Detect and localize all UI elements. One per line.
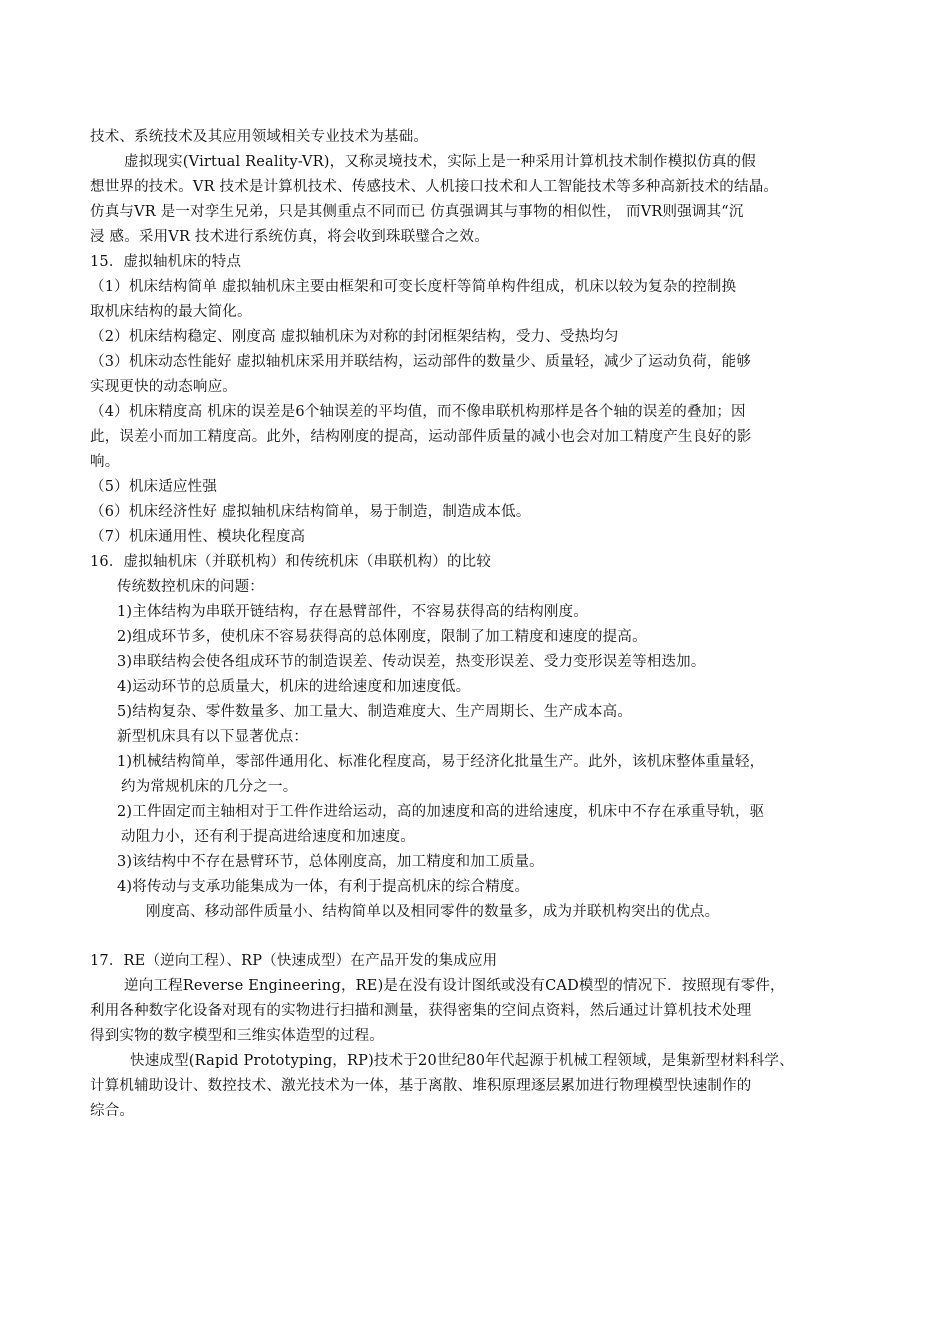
text-line: 利用各种数字化设备对现有的实物进行扫描和测量，获得密集的空间点资料，然后通过计算机技术处理 xyxy=(90,1003,752,1019)
text-line: 想世界的技术。VR 技术是计算机技术、传感技术、人机接口技术和人工智能技术等多种高新技术的结晶。 xyxy=(90,179,779,195)
list-item: 动阻力小，还有利于提高进给速度和加速度。 xyxy=(121,829,415,845)
text-line: （2）机床结构稳定、刚度高 虚拟轴机床为对称的封闭框架结构，受力、受热均匀 xyxy=(90,329,619,345)
section-heading: 16．虚拟轴机床（并联机构）和传统机床（串联机构）的比较 xyxy=(90,554,492,570)
list-item: 4)运动环节的总质量大，机床的进给速度和加速度低。 xyxy=(117,679,471,695)
list-item: 3)串联结构会使各组成环节的制造误差、传动误差，热变形误差、受力变形误差等相迭加。 xyxy=(117,654,706,670)
text-line: 取机床结构的最大简化。 xyxy=(90,304,252,320)
text-line: 仿真与VR 是一对孪生兄弟，只是其侧重点不同而已 仿真强调其与事物的相似性， 而VR则强调其“沉 xyxy=(90,204,744,220)
list-item: 2)组成环节多，使机床不容易获得高的总体刚度，限制了加工精度和速度的提高。 xyxy=(117,629,647,645)
list-item: 约为常规机床的几分之一。 xyxy=(121,779,298,795)
text-line: 浸 感。采用VR 技术进行系统仿真，将会收到珠联璧合之效。 xyxy=(90,229,489,245)
text-line: （4）机床精度高 机床的误差是6个轴误差的平均值，而不像串联机构那样是各个轴的误差的叠加；因 xyxy=(90,404,746,420)
section-heading: 15．虚拟轴机床的特点 xyxy=(90,254,242,270)
text-line: 技术、系统技术及其应用领域相关专业技术为基础。 xyxy=(90,129,429,145)
text-line: 刚度高、移动部件质量小、结构简单以及相同零件的数量多，成为并联机构突出的优点。 xyxy=(146,904,720,920)
text-line: 快速成型(Rapid Prototyping，RP)技术于20世纪80年代起源于机械工程领域，是集新型材料科学、 xyxy=(130,1053,794,1069)
text-line: 新型机床具有以下显著优点： xyxy=(117,729,309,745)
list-item: 4)将传动与支承功能集成为一体，有利于提高机床的综合精度。 xyxy=(117,879,530,895)
text-line: 得到实物的数字模型和三维实体造型的过程。 xyxy=(90,1028,384,1044)
list-item: 1)机械结构简单，零部件通用化、标准化程度高，易于经济化批量生产。此外，该机床整体重量轻， xyxy=(117,754,765,770)
text-line: 计算机辅助设计、数控技术、激光技术为一体，基于离散、堆积原理逐层累加进行物理模型快速制作的 xyxy=(90,1078,752,1094)
text-line: （1）机床结构简单 虚拟轴机床主要由框架和可变长度杆等简单构件组成，机床以较为复杂的控制换 xyxy=(90,279,737,295)
text-line: （6）机床经济性好 虚拟轴机床结构简单，易于制造，制造成本低。 xyxy=(90,504,531,520)
section-heading: 17．RE（逆向工程）、RP（快速成型）在产品开发的集成应用 xyxy=(90,953,498,969)
text-line: 响。 xyxy=(90,454,120,470)
text-line: 实现更快的动态响应。 xyxy=(90,379,237,395)
list-item: 3)该结构中不存在悬臂环节，总体刚度高，加工精度和加工质量。 xyxy=(117,854,544,870)
text-line: 虚拟现实(Virtual Reality-VR)，又称灵境技术，实际上是一种采用计算机技术制作模拟仿真的假 xyxy=(124,154,756,170)
text-line: （5）机床适应性强 xyxy=(90,479,218,495)
list-item: 1)主体结构为串联开链结构，存在悬臂部件，不容易获得高的结构刚度。 xyxy=(117,604,588,620)
text-line: 传统数控机床的问题： xyxy=(117,579,264,595)
text-line: 逆向工程Reverse Engineering，RE)是在没有设计图纸或没有CAD模型的情况下．按照现有零件， xyxy=(124,978,785,994)
text-line: 综合。 xyxy=(90,1103,135,1119)
text-line: 此，误差小而加工精度高。此外，结构刚度的提高，运动部件质量的减小也会对加工精度产生良好的影 xyxy=(90,429,752,445)
text-line: （3）机床动态性能好 虚拟轴机床采用并联结构，运动部件的数量少、质量轻，减少了运动负荷，能够 xyxy=(90,354,752,370)
list-item: 2)工件固定而主轴相对于工件作进给运动，高的加速度和高的进给速度，机床中不存在承重导轨，驱 xyxy=(117,804,765,820)
list-item: 5)结构复杂、零件数量多、加工量大、制造难度大、生产周期长、生产成本高。 xyxy=(117,704,633,720)
text-line: （7）机床通用性、模块化程度高 xyxy=(90,529,306,545)
